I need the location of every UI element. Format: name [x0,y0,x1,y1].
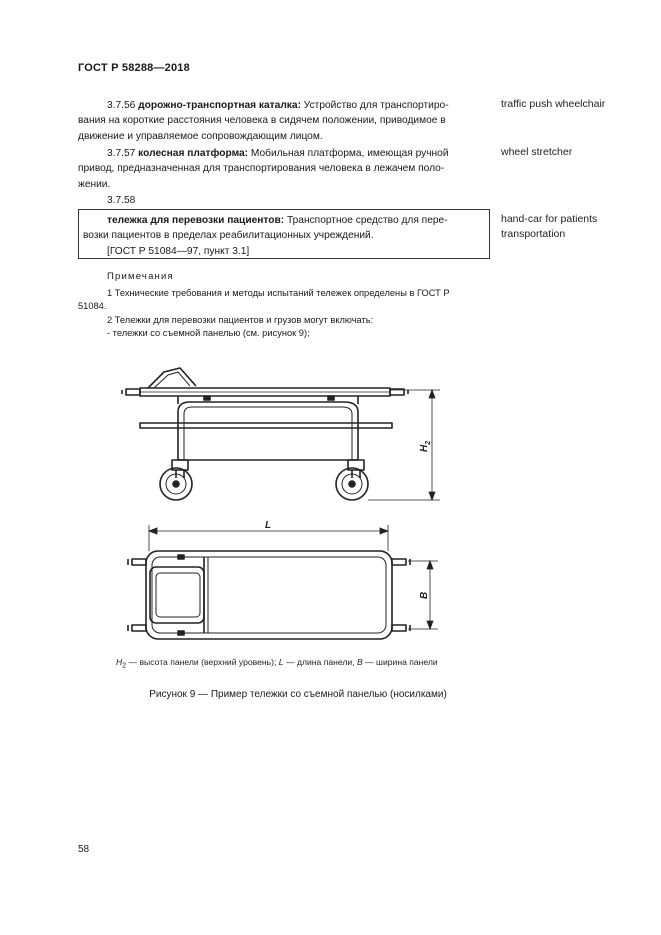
term-definition-line: привод, предназначенная для транспортирования человека в лежачем поло- [78,163,445,175]
dimension-l-label: L [265,520,272,531]
note-line: 1 Технические требования и методы испытаний тележек определены в ГОСТ Р [107,288,450,298]
term-english-line: transportation [501,227,566,240]
term-definition-line: Устройство для транспортиро- [300,100,449,111]
term-definition-line: вания на короткие расстояния человека в сидячем положении, приводимое в [78,115,446,127]
backrest-section [150,567,204,623]
dimension-h2-label: $H_2$ [419,440,432,452]
term-3-7-56 [78,98,488,144]
legend-l-symbol: L [278,657,284,667]
term-english-3-7-56: traffic push wheelchair [501,98,606,110]
note-line: 2 Тележки для перевозки пациентов и грузов могут включать: [107,315,374,325]
term-name: дорожно-транспортная каталка: [138,100,301,111]
term-english-3-7-57: wheel stretcher [501,146,573,158]
term-definition-line: Транспортное средство для пере- [284,215,448,226]
note-line: 51084. [78,301,107,311]
term-definition-line: Мобильная платформа, имеющая ручной [248,148,449,159]
dimension-b-label: B [419,591,430,599]
frame-outline [146,551,392,639]
term-number: 3.7.56 [107,100,136,111]
term-number-3-7-58: 3.7.58 [107,195,136,206]
term-english-3-7-58 [501,212,597,241]
term-box-3-7-58 [78,209,490,259]
legend-h2-sub: 2 [122,662,127,670]
term-definition-line: жении. [78,178,111,190]
legend-h2-symbol: H [116,657,123,667]
term-name: колесная платформа: [138,148,249,159]
term-number: 3.7.57 [107,148,136,159]
frame [178,402,358,460]
term-definition-line: движение и управляемое сопровождающим лицом. [78,130,323,142]
legend-l-text: — длина панели, [283,657,357,667]
stretcher-side-view-drawing [118,360,448,510]
legend-b-symbol: B [356,657,363,667]
term-reference: [ГОСТ Р 51084—97, пункт 3.1] [107,245,250,257]
figure-legend [116,657,438,670]
term-definition-line: возки пациентов в пределах реабилитационных учреждений. [83,230,374,242]
term-name: тележка для перевозки пациентов: [107,215,285,226]
notes-title: Примечания [107,271,174,282]
document-header: ГОСТ Р 58288—2018 [78,62,190,74]
figure-caption: Рисунок 9 — Пример тележки со съемной панелью (носилками) [149,689,447,700]
term-english-line: hand-car for patients [501,213,598,225]
legend-b-text: — ширина панели [362,657,438,667]
term-3-7-57 [78,146,488,192]
note-line: - тележки со съемной панелью (см. рисунок 9); [107,328,310,338]
stretcher-top-view-drawing [118,515,448,650]
page-number: 58 [78,844,90,855]
legend-h2-text: — высота панели (верхний уровень); [126,657,279,667]
